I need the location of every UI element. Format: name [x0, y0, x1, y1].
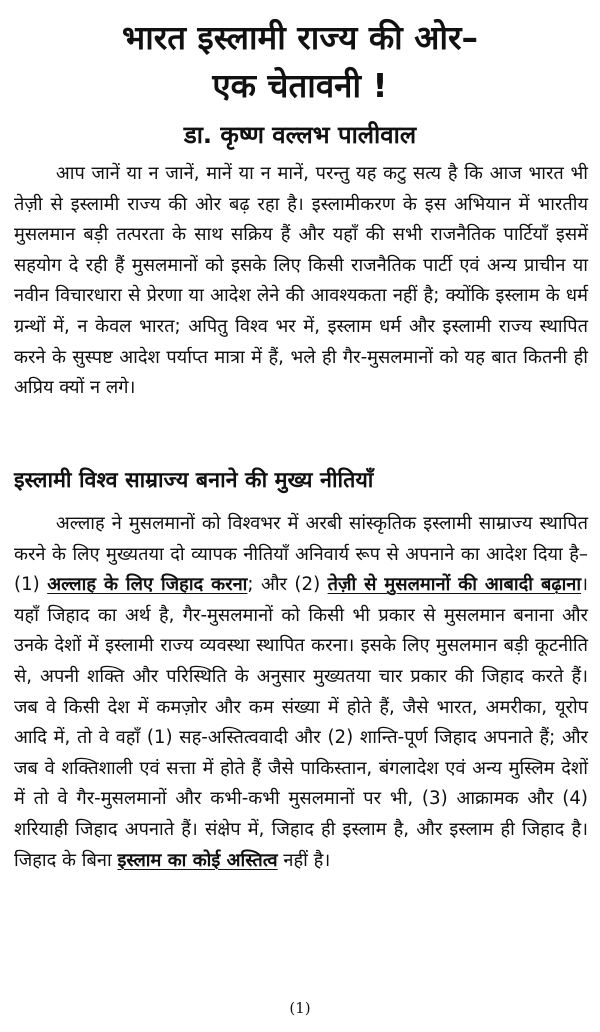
paragraph-text-1: अल्लाह ने मुसलमानों को विश्वभर में अरबी सांस्कृतिक इस्लामी साम्राज्य स्थापित करने के लिए मुख्यतया दो व्यापक नीतियाँ अनिवार्य रूप से अपनाने का आदेश दिया है–(1): [14, 513, 588, 596]
title-line-2: एक चेतावनी !: [212, 66, 388, 105]
page-number: (1): [289, 999, 311, 1017]
emphasis-population: तेज़ी से मुसलमानों की आबादी बढ़ाना: [327, 574, 582, 596]
paragraph-text-2: ; और (2): [247, 574, 328, 596]
paragraph-text-4: नहीं है।: [277, 849, 331, 871]
intro-paragraph: आप जानें या न जानें, मानें या न मानें, परन्तु यह कटु सत्य है कि आज भारत भी तेज़ी से इस्लामी राज्य की ओर बढ़ रहा है। इस्लामीकरण के इस अभियान में भारतीय मुसलमान बड़ी तत्परता के साथ सक्रिय हैं और यहाँ की सभी राजनैतिक पार्टियाँ इसमें सहयोग दे रही हैं मुसलमानों को इसके लिए किसी राजनैतिक पार्टी एवं अन्य प्राचीन या नवीन विचारधारा से प्रेरणा या आदेश लेने की आवश्यकता नहीं है; क्योंकि इस्लाम के धर्म ग्रन्थों में, न केवल भारत; अपितु विश्व भर में, इस्लाम धर्म और इस्लामी राज्य स्थापित करने के सुस्पष्ट आदेश पर्याप्त मात्रा में हैं, भले ही गैर-मुसलमानों को यह बात कितनी ही अप्रिय क्यों न लगे।: [14, 163, 588, 399]
author-name: डा. कृष्ण वल्लभ पालीवाल: [183, 121, 417, 149]
section-paragraph: [14, 509, 588, 876]
paragraph-text-3: । यहाँ जिहाद का अर्थ है, गैर-मुसलमानों को किसी भी प्रकार से मुसलमान बनाना और उनके देशों में इस्लामी राज्य व्यवस्था स्थापित करना। इसके लिए मुसलमान बड़ी कूटनीति से, अपनी शक्ति और परिस्थिति के अनुसार मुख्यतया चार प्रकार की जिहाद करते हैं। जब वे किसी देश में कमज़ोर और कम संख्या में होते हैं, जैसे भारत, अमरीका, यूरोप आदि में, तो वे वहाँ (1) सह-अस्तित्ववादी और (2) शान्ति-पूर्ण जिहाद अपनाते हैं; और जब वे शक्तिशाली एवं सत्ता में होते हैं जैसे पाकिस्तान, बंगलादेश एवं अन्य मुस्लिम देशों में तो वे गैर-मुसलमानों और कभी-कभी मुसलमानों पर भी, (3) आक्रामक और (4) शरियाही जिहाद अपनाते हैं। संक्षेप में, जिहाद ही इस्लाम है, और इस्लाम ही जिहाद है। जिहाद के बिना: [14, 574, 588, 871]
emphasis-existence: इस्लाम का कोई अस्तित्व: [117, 849, 278, 871]
emphasis-jihad: अल्लाह के लिए जिहाद करना: [47, 574, 248, 596]
section-heading: इस्लामी विश्व साम्राज्य बनाने की मुख्य नीतियाँ: [14, 468, 374, 493]
title-line-1: भारत इस्लामी राज्य की ओर–: [122, 18, 478, 57]
